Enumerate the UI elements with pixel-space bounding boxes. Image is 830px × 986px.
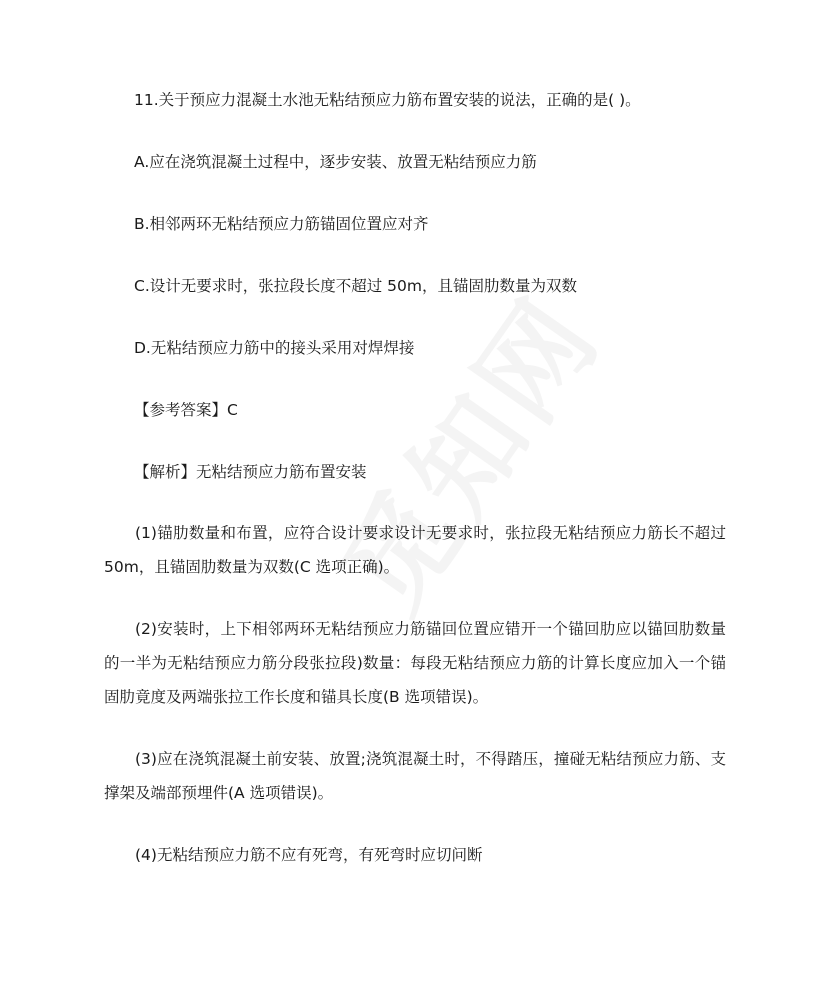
analysis-paragraph-1: (1)锚肋数量和布置，应符合设计要求设计无要求时，张拉段无粘结预应力筋长不超过 50m，且锚固肋数量为双数(C 选项正确)。 bbox=[104, 524, 726, 576]
analysis-paragraph-2: (2)安装时，上下相邻两环无粘结预应力筋锚回位置应错开一个锚回肋应以锚回肋数量的一半为无粘结预应力筋分段张拉段)数量：每段无粘结预应力筋的计算长度应加入一个锚固肋竟度及两端张拉工作长度和锚具长度(B 选项错误)。 bbox=[104, 620, 726, 706]
option-b: B.相邻两环无粘结预应力筋锚固位置应对齐 bbox=[134, 215, 429, 233]
question-stem: 11.关于预应力混凝土水池无粘结预应力筋布置安装的说法，正确的是( )。 bbox=[134, 91, 641, 109]
analysis-paragraph-3: (3)应在浇筑混凝土前安装、放置;浇筑混凝土时，不得踏压，撞碰无粘结预应力筋、支撑架及端部预埋件(A 选项错误)。 bbox=[104, 750, 726, 802]
option-d: D.无粘结预应力筋中的接头采用对焊焊接 bbox=[134, 339, 415, 357]
analysis-title: 【解析】无粘结预应力筋布置安装 bbox=[134, 463, 367, 481]
option-a: A.应在浇筑混凝土过程中，逐步安装、放置无粘结预应力筋 bbox=[134, 153, 537, 171]
answer-line: 【参考答案】C bbox=[134, 401, 238, 419]
analysis-paragraph-4: (4)无粘结预应力筋不应有死弯，有死弯时应切问断 bbox=[135, 846, 483, 864]
option-c: C.设计无要求时，张拉段长度不超过 50m，且锚固肋数量为双数 bbox=[134, 277, 578, 295]
